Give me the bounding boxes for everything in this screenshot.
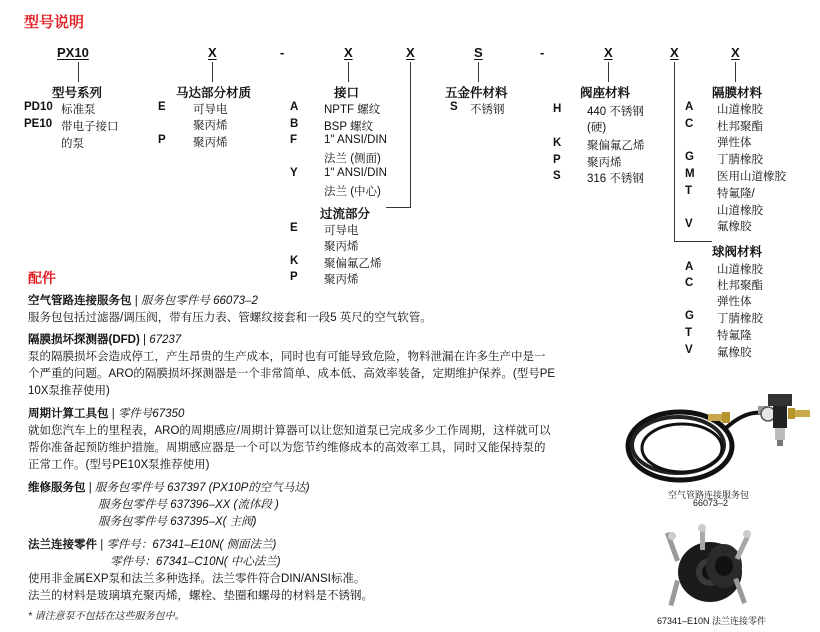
port-desc: BSP 螺纹 [324,121,373,133]
air-kit-caption-line: 66073–2 [693,498,729,508]
air-kit-name: 空气管路连接服务包 [28,295,132,307]
diaphragm-desc: 氟橡胶 [717,221,752,233]
flange-kit-caption: 67341–E10N 法兰连接零件 [657,616,767,626]
connector-line [608,62,609,82]
hardware-heading: 五金件材料 [445,86,508,100]
series-desc: 的泵 [61,138,84,150]
counter-desc-line: 正常工作。(型号PE10X泵推荐使用) [28,459,210,471]
code-part-ball: X [670,45,679,60]
series-desc: 带电子接口 [61,121,119,133]
motor-heading: 马达部分材质 [176,86,252,100]
fluid-desc: 可导电 [324,225,359,237]
diaphragm-desc: 特氟隆/ [717,188,755,200]
counter-desc-line: 帮你准备起预防维护措施。周期感应器是一个可以为您节约维修成本的高效率工具，同时又能保持泵的 [28,442,546,454]
ball-code: A [685,261,694,273]
dfd-name: 隔膜损坏探测器(DFD) [28,334,140,346]
diaphragm-desc: 山道橡胶 [717,205,763,217]
dfd-title-line: 隔膜损坏探测器(DFD) | 67237 [28,334,182,346]
air-kit-desc: 服务包包括过滤器/调压阀，带有压力表、管螺纹接套和一段5 英尺的空气软管。 [28,312,432,324]
diaphragm-desc: 丁腈橡胶 [717,154,763,166]
ball-desc: 弹性体 [717,296,752,308]
seat-code: P [553,154,561,166]
ball-desc: 特氟隆 [717,330,752,342]
port-desc: 1" ANSI/DIN [324,134,387,146]
port-desc: 1" ANSI/DIN [324,167,387,179]
code-part-hardware: S [474,45,483,60]
port-desc: NPTF 螺纹 [324,104,381,116]
air-kit-title-line: 空气管路连接服务包 | 服务包零件号 66073–2 [28,295,258,307]
seat-desc: 聚偏氟乙烯 [587,140,645,152]
seat-code: H [553,103,562,115]
fluid-code: K [290,255,299,267]
port-code: A [290,101,299,113]
seat-desc: 440 不锈钢 [587,106,644,118]
series-heading: 型号系列 [52,86,103,100]
port-heading: 接口 [334,86,360,100]
port-code: B [290,118,299,130]
diaphragm-heading: 隔膜材料 [712,86,763,100]
port-desc: 法兰 (中心) [324,186,381,198]
ball-code: C [685,277,694,289]
dfd-part: 67237 [149,334,182,346]
code-part-motor: X [208,45,217,60]
code-part-seat: X [604,45,613,60]
connector-line [348,62,349,82]
diaphragm-code: A [685,101,694,113]
connector-line [674,62,675,242]
counter-part: 零件号67350 [117,408,185,420]
port-desc: 法兰 (侧面) [324,153,381,165]
code-dash: - [540,45,545,60]
dfd-desc-line: 个严重的问题。ARO的隔膜损坏探测器是一个非常简单、成本低、高效率装备，定期维护保养。(型号PE [28,368,556,380]
service-part-line: 服务包零件号 637395–X( 主阀) [98,516,257,528]
fluid-code: E [290,222,298,234]
ball-code: T [685,327,693,339]
diaphragm-desc: 医用山道橡胶 [717,171,786,183]
series-code: PD10 [24,101,53,113]
ball-desc: 丁腈橡胶 [717,313,763,325]
flange-part-line: 零件号：67341–E10N( 侧面法兰) [106,539,277,551]
ball-desc: 杜邦聚酯 [717,280,763,292]
series-code: PE10 [24,118,53,130]
connector-line [78,62,79,82]
flange-name: 法兰连接零件 [28,539,97,551]
motor-code: P [158,134,166,146]
flange-kit-image [652,522,772,612]
diaphragm-code: V [685,218,693,230]
accessories-title: 配件 [28,270,56,286]
code-part-diaphragm: X [731,45,740,60]
code-part-fluid: X [406,45,415,60]
ball-desc: 氟橡胶 [717,347,752,359]
service-part-line: 服务包零件号 637396–XX (流体段 ) [98,499,279,511]
ball-code: V [685,344,693,356]
port-code: Y [290,167,298,179]
air-kit-caption-line: 空气管路连接服务包 [668,490,750,500]
diaphragm-desc: 弹性体 [717,137,752,149]
motor-code: E [158,101,166,113]
fluid-desc: 聚丙烯 [324,241,359,253]
seat-heading: 阀座材料 [580,86,631,100]
seat-desc: 316 不锈钢 [587,173,644,185]
service-part-line: 服务包零件号 637397 (PX10P的空气马达) [94,482,310,494]
hardware-code: S [450,101,458,113]
fluid-desc: 聚偏氟乙烯 [324,258,382,270]
diaphragm-desc: 杜邦聚酯 [717,121,763,133]
hardware-desc: 不锈钢 [470,104,505,116]
connector-line [478,62,479,82]
counter-title-line: 周期计算工具包 | 零件号67350 [28,408,185,420]
code-part-series: PX10 [57,45,89,60]
ball-desc: 山道橡胶 [717,264,763,276]
connector-line [410,62,411,208]
flange-desc-line: 法兰的材料是玻璃填充聚丙烯，螺栓、垫圈和螺母的材料是不锈钢。 [28,590,373,602]
motor-desc: 聚丙烯 [193,137,228,149]
diaphragm-code: T [685,185,693,197]
seat-code: S [553,170,561,182]
seat-desc: (硬) [587,122,607,134]
motor-desc: 可导电 [193,104,228,116]
ball-heading: 球阀材料 [712,245,763,259]
dfd-desc-line: 泵的隔膜损坏会造成停工，产生昂贵的生产成本，同时也有可能导致危险，物料泄漏在许多生产中是一 [28,351,546,363]
diaphragm-code: M [685,168,695,180]
diaphragm-code: C [685,118,694,130]
air-kit-part: 服务包零件号 66073–2 [140,295,258,307]
connector-line [674,241,712,242]
port-code: F [290,134,298,146]
air-kit-image [618,388,818,488]
series-desc: 标准泵 [61,104,96,116]
diaphragm-code: G [685,151,694,163]
fluid-desc: 聚丙烯 [324,274,359,286]
seat-desc: 聚丙烯 [587,157,622,169]
connector-line [386,207,411,208]
counter-name: 周期计算工具包 [28,408,109,420]
connector-line [212,62,213,82]
fluid-heading: 过流部分 [320,207,371,221]
connector-line [735,62,736,82]
dfd-desc-line: 10X泵推荐使用) [28,385,110,397]
flange-desc-line: 使用非金属EXP泵和法兰多种选择。法兰零件符合DIN/ANSI标准。 [28,573,366,585]
service-title-line: 维修服务包 | 服务包零件号 637397 (PX10P的空气马达) [28,482,310,494]
fluid-code: P [290,271,298,283]
service-name: 维修服务包 [28,482,86,494]
diaphragm-desc: 山道橡胶 [717,104,763,116]
flange-part-line: 零件号：67341–C10N( 中心法兰) [110,556,281,568]
flange-title-line: 法兰连接零件 | 零件号：67341–E10N( 侧面法兰) [28,539,277,551]
seat-code: K [553,137,562,149]
counter-desc-line: 就如您汽车上的里程表，ARO的周期感应/周期计算器可以让您知道泵已完成多少工作周期，这样就可以 [28,425,551,437]
note: * 请注意泵不包括在这些服务包中。 [28,611,185,622]
ball-code: G [685,310,694,322]
code-dash: - [280,45,285,60]
model-section-title: 型号说明 [24,14,85,31]
motor-desc: 聚丙烯 [193,120,228,132]
code-part-port: X [344,45,353,60]
